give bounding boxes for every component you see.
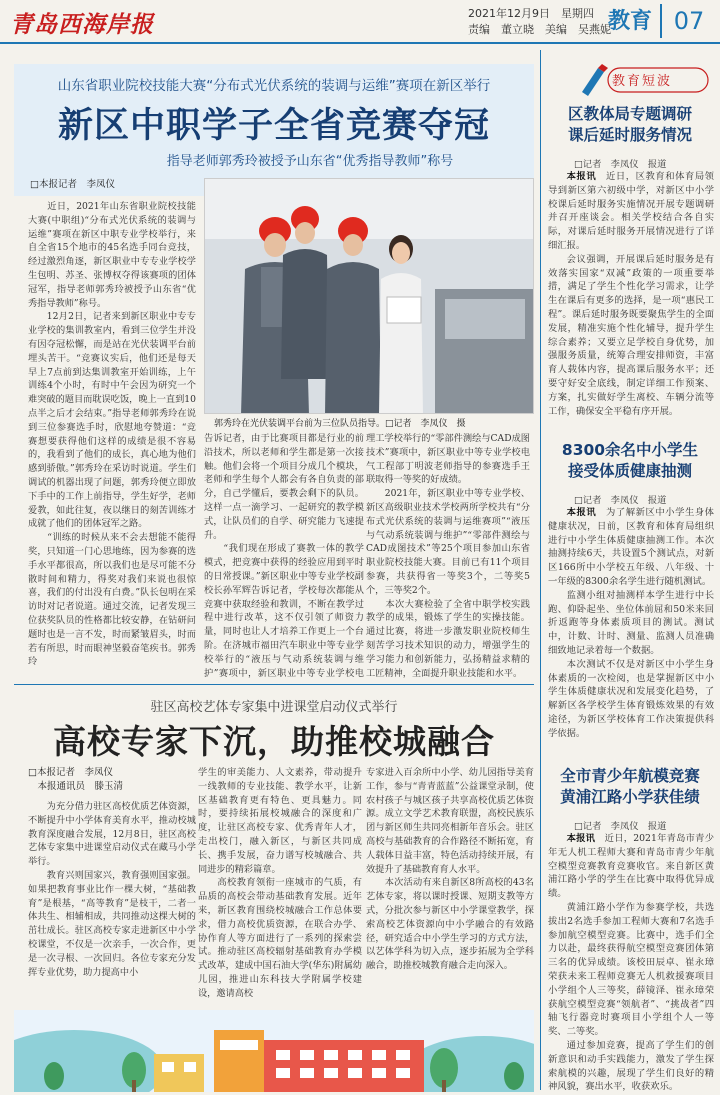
brief3-body: 本报讯 近日，2021年青岛市青少年无人机工程师大赛和青岛市青少年航空模型竞赛教育竞赛收官。来自新区黄浦江路小学的学生在比赛中取得优异成绩。 黄浦江路小学作为参赛学校，共选拔出2名选手参加工程师大赛和7名选手参加航空模型竞赛。比赛中，选手们全力以赴，最终获得航空模型竞赛团体第三名的优异成绩。该校田辰卓、崔永璋荣获未来工程师竞赛无人机救援赛项目小学组个人三等奖，薛镜泽、崔永璋荣获航空模型竞赛“领航者”、“挑战者”四轴飞行器竞时赛项目小学组个人一等奖、二等奖。 通过参加竞赛，提高了学生们的创新意识和动手实践能力，激发了学生探索航模的兴趣，展现了学生们良好的精神风貌，赛出水平，收获欢乐。: [548, 833, 714, 1093]
article2-title: 高校专家下沉，助推校城融合: [53, 722, 495, 761]
brief2-body: 本报讯 为了解新区中小学生身体健康状况，日前，区教育和体育局组织进行中小学生体质健康抽测工作。本次抽测持续6天，共设置5个测试点，对新区166所中小学校五年级、八年级、十一年级的8300余名学生进行随机测试。 监测小组对抽测样本学生进行中长跑、仰卧起坐、坐位体前屈和50米来回折返跑等身体素质项目的测试。测试中，计数、计时、测量、监测人员准确细致地记录着每一个数据。 本次测试不仅是对新区中小学生身体素质的一次检阅，也是掌握新区中小学生体质健康状况和发展变化趋势，了解新区各学校学生体育锻炼效果的有效途径，为新区学校体育工作决策提供科学依据。: [548, 507, 714, 739]
lead-label: 本报讯: [566, 833, 596, 844]
column-divider: [540, 50, 541, 1090]
news-brief-label: 教育短波: [612, 74, 673, 89]
brief1-title: 区教体局专题调研 课后延时服务情况: [567, 105, 692, 144]
pen-icon: [582, 68, 604, 96]
article1-kicker: 山东省职业院校技能大赛“分布式光伏系统的装调与运维”赛项在新区举行: [57, 78, 491, 94]
editor-credits: 责编 董立晓 美编 吴燕妮: [468, 23, 611, 36]
school-illustration: [14, 1010, 534, 1092]
brief3-title: 全市青少年航模竞赛 黄浦江路小学获佳绩: [560, 767, 700, 806]
article1-column-1: 近日，2021年山东省职业院校技能大赛(中职组)“分布式光伏系统的装调与运维”赛项在新区中职专业学校举行，来自全省15个地市的45名选手同台竞技，经过激烈角逐，新区职业中专专业学校学生包明、苏圣、张博权夺得该赛项的团体冠军，指导老师郭秀玲被授予山东省“优秀指导教师”称号。 12月2日，记者来到新区职业中专专业学校的集训教室内，看到三位学生并没有因夺冠松懈，而是站在光伏装调平台前埋头苦干。“竞赛议实后，他们还是每天早上7点前到达集训教室开始训练，上午训练4个小时，有时中午会因为研究一个难突破的题目而耽误吃饭，晚上一直到10点半之后才会结束。”指导老师郭秀玲在说到三位参赛选手时，欣慰地夸赞道：“竞赛想要获得他们这样的成绩是很不容易的，我看到了他们的成长，真心地为他们感到骄傲。”郭秀玲在采访时说道。学生们调试的机器出现了问题，郭秀玲便立即放下手中的工作上前指导，学生好学，老师爱教，如此往复，夜以继日的刻苦训练才成就了他们的团体冠军之路。 “训练的时候从来不会去想能不能得奖，只知道一门心思地练，因为参赛的选手水平都很高，所以我们也是尽可能不分散时间和精力，得奖对我们来说也很惊喜，我们的付出没有白费。”队长包明在采访时对记者说道。通过交流，记者发现三位获奖队员的性格都比较安静，在钻研问题时也是一言不发，时而紧皱眉头，时而若有所思，时而眼神坚毅奋笔疾书。郭秀玲: [28, 201, 196, 668]
issue-date: 2021年12月9日: [468, 7, 550, 20]
article2-kicker: 驻区高校艺体专家集中进课堂启动仪式举行: [150, 700, 398, 715]
article2-byline: [28, 766, 123, 794]
lead-label: 本报讯: [566, 507, 597, 518]
byline-correspondent: 本报通讯员 滕玉清: [28, 781, 124, 792]
article2-column-2: 学生的审美能力、人文素养，带动提升一线教师的专业技能、教学水平，让新区基础教育更有特色、更具魅力。同时，要持续拓展校城融合的深度和广度，让驻区高校专家、优秀青年人才，走出校门，融入新区，与新区共同成长、携手发展，奋力谱写校城融合、共同进步的精彩篇章。 高校教育领衔一座城市的气质，有品质的高校会带动基础教育发展。近年来，新区教育围绕校城融合工作总体要求，借力高校优质资源，在联合办学、协作育人等方面进行了一系列的探索尝试。推动驻区高校辐射基础教育办学模式改革，建成中国石油大学(华东)附属幼儿园，推进山东科技大学附属学校建设，邀请高校: [198, 767, 362, 999]
article1-photo: [204, 178, 534, 414]
brief2-byline: □记者 李凤仪 报道: [574, 495, 667, 506]
lead-label: 本报讯: [566, 171, 597, 182]
article1-column-2: 告诉记者，由于比赛项目都是行业的前沿技术，所以老师和学生都是第一次接触。他们会将一个项目分成几个模块，老师和学生每个人都会有各自负责的部分，自己学懂后，要教会剩下的队员。这样一点一滴学习、一起研究的教学模式，让队员们的自学、研究能力飞速提升。 “我们现在形成了赛教一体的教学模式，把竞赛中获得的经验应用到平时的日常授课。”新区职业中等专业学校副校长孙军辉告诉记者，学校每次都能从竞赛中获取经验和教训，不断在教学过程中进行改革，这不仅引领了师资力量，同时也让人才培养工作更上一个台阶。在济城市福田汽车职业中等专业学校举行的“液压与气动系统装调与维护”赛项中，新区职业中等专业学校电: [204, 433, 364, 679]
article-divider: [14, 684, 534, 685]
page-number: 07: [660, 4, 716, 38]
dateline: [468, 6, 611, 38]
brief2-title: 8300余名中小学生 接受体质健康抽测: [561, 441, 699, 480]
photo-caption: 郭秀玲在光伏装调平台前为三位队员指导。□记者 李凤仪 摄: [214, 419, 466, 429]
newspaper-logo: 青岛西海岸报: [10, 11, 154, 38]
section-name: 教育: [608, 9, 653, 34]
article1-byline: □本报记者 李凤仪: [30, 179, 115, 190]
article1-column-3: 理工学校举行的“零部件测绘与CAD成图技术”赛项中，新区职业中等专业学校电气工程部丁明波老师指导的参赛选手王联取得一等奖的好成绩。 2021年，新区职业中等专业学校、新区高级职业技术学校两所学校共有“分布式光伏系统的装调与运维赛项”“液压与气动系统装调与维护”“零部件测绘与CAD成图技术”等25个项目参加山东省职业院校技能大赛。目前已有11个项目参赛，共获得省一等奖3个，二等奖5个，三等奖2个。 本次大赛检验了全省中职学校实践教学的成果，锻炼了学生的实操技能。通过比赛，将进一步激发职业院校师生刻苦学习技术知识的动力，增强学生的学习能力和创新能力，弘扬精益求精的工匠精神，全面提升职业技能和水平。: [366, 433, 530, 679]
brief1-byline: □记者 李凤仪 报道: [574, 159, 667, 170]
article2-column-1: 为充分借力驻区高校优质艺体资源，不断提升中小学体育美育水平，推动校城教育深度融合发展，12月8日，驻区高校艺体专家集中进课堂启动仪式在藏马小学举行。 教育兴则国家兴，教育强则国家强。如果把教育事业比作一棵大树，“基础教育”是根基，“高等教育”是枝干，二者一体共生、相辅相成，共同推动这棵大树的茁壮成长。驻区高校专家走进新区中小学校课堂，不仅是一次亲手，一次合作，更是一次寻根、一次回归。各位专家充分发挥专业优势，助力提高中小: [28, 801, 196, 978]
brief3-byline: □记者 李凤仪 报道: [574, 821, 667, 832]
article1-subtitle: 指导老师郭秀玲被授予山东省“优秀指导教师”称号: [166, 154, 454, 169]
brief1-body: 本报讯 近日，区教育和体育局领导到新区第六初级中学，对新区中小学校课后延时服务实施情况开展专题调研并召开座谈会。相关学校结合各自实际，对课后延时服务开展情况进行了详细汇报。 会议强调，开展课后延时服务是有效落实国家“双减”政策的一项重要举措，满足了学生个性化学习需求，让学生在课后有更多的选择，是一项“惠民工程”。课后延时服务既要聚焦学生的全面发展，精准实施个性化辅导，提升学生综合素养；又要立足学校自身优势，加强服务质量，统筹合理安排师资，丰富育人载体内容，提高课后服务水平；还要守好安全底线，制定详细工作预案、方案，扎实做好学生离校、车辆分流等工作，确保安全平稳有序开展。: [548, 171, 714, 417]
issue-weekday: 星期四: [561, 7, 594, 20]
byline-reporter: □本报记者 李凤仪: [28, 767, 113, 778]
article1-title: 新区中职学子全省竞赛夺冠: [57, 106, 490, 146]
article2-column-3: 专家进入百余所中小学、幼儿园指导美育工作，参与“青青蓝蓝”公益课堂录制，使农村孩子与城区孩子共享高校优质艺体资源。成立文学艺术教育联盟，高校民族乐团与新区师生共同亮相新年音乐会。驻区高校与基础教育的合作路径不断拓宽，育人载体日益丰富，特色活动持续开展，有效提升了基础教育育人水平。 本次活动有来自新区8所高校的43名艺体专家，将以课时授课、短期支教等方式，分批次参与新区中小学课堂教学，探索高校艺体资源向中小学融合的有效路径，研究适合中小学生学习的方式方法，以艺体学科为切入点，逐步拓展为全学科融合，助推校城教育融合走向深入。: [366, 767, 534, 972]
